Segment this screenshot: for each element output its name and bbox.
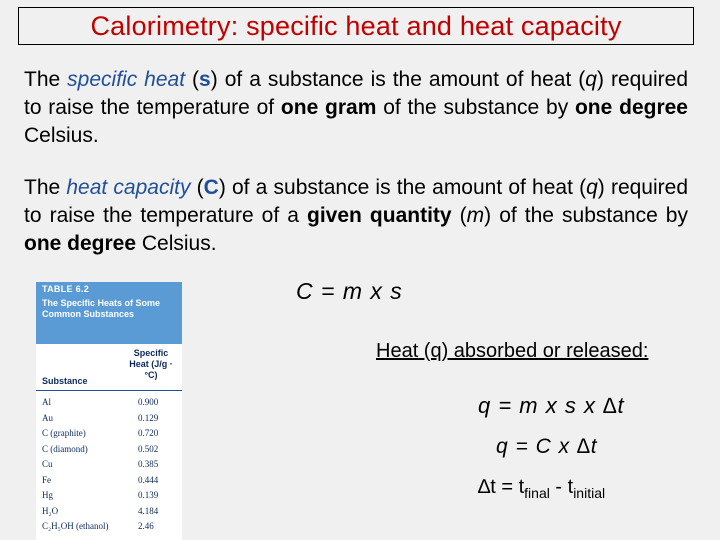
specific-heat-definition xyxy=(24,66,688,150)
title-box xyxy=(18,7,694,45)
table-column-headers xyxy=(36,344,182,391)
symbol-q: q xyxy=(586,176,598,199)
value: 2.46 xyxy=(138,521,154,531)
symbol-q: q xyxy=(585,68,597,91)
substance: C₂H₅OH (ethanol) xyxy=(42,521,109,531)
value: 0.900 xyxy=(138,397,159,407)
delta-t-equation xyxy=(478,476,605,501)
text: ) of a substance is the amount of heat ( xyxy=(210,68,586,91)
substance: Fe xyxy=(42,474,51,485)
heat-absorbed-heading: Heat (q) absorbed or released: xyxy=(376,340,649,362)
table-row xyxy=(36,442,182,458)
heat-equation-capacity: q = C x ∆t xyxy=(496,435,598,458)
text: ) of a substance is the amount of heat ( xyxy=(218,176,587,199)
text: The xyxy=(24,176,67,199)
specific-heats-table xyxy=(36,282,182,540)
table-row xyxy=(36,488,182,504)
text: ) required to raise the temperature of xyxy=(24,68,688,119)
text: ( xyxy=(185,68,200,91)
text: of the substance by xyxy=(376,96,575,119)
table-row xyxy=(36,457,182,473)
delta-t-lhs: ∆t = t xyxy=(478,476,525,498)
heat-equation-specific: q = m x s x ∆t xyxy=(478,393,625,418)
text: ( xyxy=(451,204,467,227)
substance: C (diamond) xyxy=(42,443,88,454)
subscript-final: final xyxy=(524,485,550,501)
heat-capacity-definition xyxy=(24,174,688,258)
table-row xyxy=(36,395,182,411)
table-row xyxy=(36,504,182,520)
column-substance: Substance xyxy=(42,376,88,386)
text: ( xyxy=(190,176,204,199)
value: 0.444 xyxy=(138,474,159,485)
text: The xyxy=(24,68,68,91)
value: 0.139 xyxy=(138,490,159,500)
text: ) required to raise the temperature of a xyxy=(24,176,688,227)
table-rows xyxy=(36,391,182,535)
text: Celsius. xyxy=(136,232,217,255)
value: 0.720 xyxy=(138,428,159,438)
substance: H₂O xyxy=(42,505,59,516)
text: ) of the substance by xyxy=(484,204,688,227)
symbol-s: s xyxy=(199,68,211,91)
heat-capacity-term: heat capacity xyxy=(66,176,191,199)
bold-one-gram: one gram xyxy=(280,96,377,119)
bold-given-quantity: given quantity xyxy=(307,204,452,227)
specific-heat-term: specific heat xyxy=(67,68,186,91)
table-row xyxy=(36,519,182,535)
value: 0.385 xyxy=(138,459,159,469)
value: 0.129 xyxy=(138,412,159,423)
text: Celsius. xyxy=(24,124,99,147)
table-row xyxy=(36,473,182,489)
symbol-c: C xyxy=(203,176,219,199)
substance: Au xyxy=(42,412,53,423)
table-header xyxy=(36,282,182,344)
delta-t-mid: - t xyxy=(549,476,574,498)
value: 4.184 xyxy=(138,505,159,516)
subscript-initial: initial xyxy=(573,485,606,501)
substance: Cu xyxy=(42,459,53,469)
table-caption: The Specific Heats of Some Common Substances xyxy=(42,298,161,319)
heat-capacity-equation: C = m x s xyxy=(296,278,403,304)
table-row xyxy=(36,411,182,427)
page-title: Calorimetry: specific heat and heat capacity xyxy=(90,10,622,41)
column-specific-heat: Specific Heat (J/g · °C) xyxy=(129,348,173,380)
value: 0.502 xyxy=(138,443,159,454)
bold-one-degree: one degree xyxy=(574,96,688,119)
substance: C (graphite) xyxy=(42,428,86,438)
table-number: TABLE 6.2 xyxy=(42,284,90,294)
table-row xyxy=(36,426,182,442)
symbol-m: m xyxy=(466,204,485,227)
substance: Hg xyxy=(42,490,53,500)
substance: Al xyxy=(42,397,51,407)
bold-one-degree: one degree xyxy=(24,232,137,255)
